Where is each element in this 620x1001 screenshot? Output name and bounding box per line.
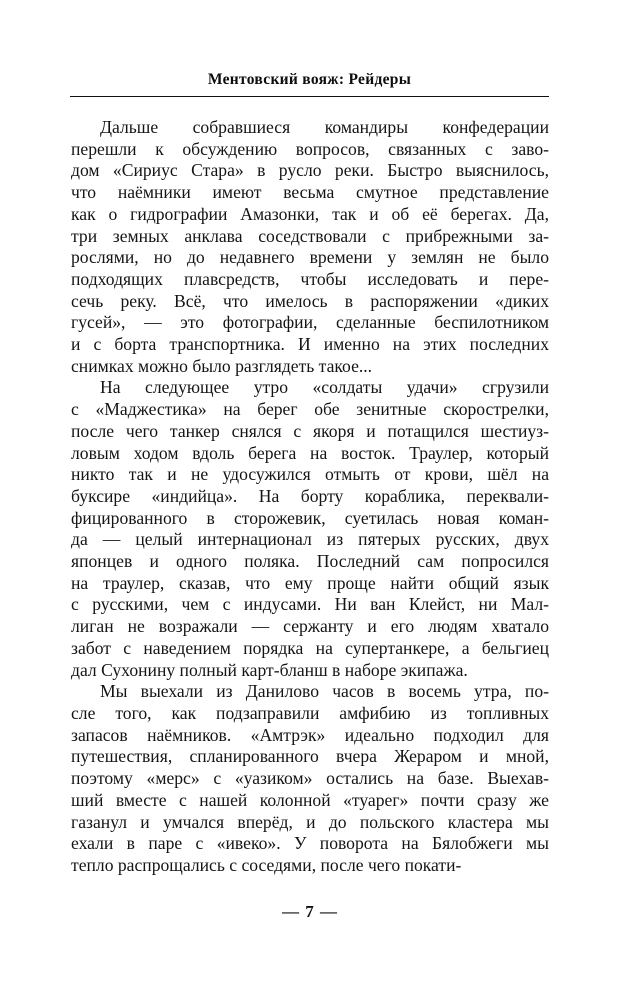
text-line: сечь реку. Всё, что имелось в распоряжении «диких <box>71 290 549 311</box>
text-line: никто так и не удосужился отмыть от крови, шёл на <box>71 464 549 485</box>
text-line: сле того, как подзаправили амфибию из топливных <box>71 702 549 723</box>
text-line: подходящих плавсредств, чтобы исследовать и пере- <box>71 268 549 289</box>
book-title: Ментовский вояж: Рейдеры <box>207 71 412 88</box>
text-line: ший вместе с нашей колонной «туарег» почти сразу же <box>71 789 549 810</box>
text-line: Мы выехали из Данилово часов в восемь утра, по- <box>100 681 549 702</box>
text-line: ловым ходом вдоль берега на восток. Траулер, который <box>71 442 549 463</box>
text-line: путешествия, спланированного вчера Жераром и мной, <box>71 746 549 767</box>
text-line: Дальше собравшиеся командиры конфедерации <box>100 117 549 137</box>
page-number: — 7 — <box>282 902 338 921</box>
text-line: газанул и умчался вперёд, и до польского кластера мы <box>71 811 549 832</box>
text-line: На следующее утро «солдаты удачи» сгрузили <box>100 377 549 398</box>
text-line: и с борта транспортника. И именно на этих последних <box>71 334 549 355</box>
text-line: рослями, но до недавнего времени у землян не было <box>71 247 549 268</box>
page-body <box>71 117 549 877</box>
text-line: дал Сухонину полный карт-бланш в наборе экипажа. <box>71 659 468 680</box>
text-line: японцев и одного поляка. Последний сам попросился <box>71 551 549 572</box>
text-line: как о гидрографии Амазонки, так и об её берегах. Да, <box>71 203 549 224</box>
text-line: гусей», — это фотографии, сделанные беспилотником <box>71 312 549 333</box>
header-rule <box>70 96 549 97</box>
text-line: фицированного в сторожевик, суетилась новая коман- <box>71 507 549 528</box>
text-line: что наёмники имеют весьма смутное представление <box>71 182 549 203</box>
page-footer <box>0 902 620 922</box>
paragraph <box>71 117 549 377</box>
text-line: с «Маджестика» на берег обе зенитные скорострелки, <box>71 399 549 420</box>
paragraph <box>71 377 549 681</box>
text-line: после чего танкер снялся с якоря и потащился шестиуз- <box>71 420 549 441</box>
text-line: снимках можно было разглядеть такое... <box>71 355 373 376</box>
text-line: да — целый интернационал из пятерых русских, двух <box>71 529 549 550</box>
text-line: ехали в паре с «ивеко». У поворота на Бялобжеги мы <box>71 833 549 854</box>
text-line: дом «Сириус Стара» в русло реки. Быстро выяснилось, <box>71 160 549 181</box>
text-line: лиган не возражали — сержанту и его людям хватало <box>71 616 549 637</box>
text-line: с русскими, чем с индусами. Ни ван Клейст, ни Мал- <box>71 594 549 615</box>
text-line: буксире «индийца». На борту кораблика, переквали- <box>71 485 549 506</box>
text-line: на траулер, сказав, что ему проще найти общий язык <box>71 572 549 593</box>
page-header <box>70 71 549 97</box>
text-line: три земных анклава соседствовали с прибрежными за- <box>71 225 549 246</box>
text-line: запасов наёмников. «Амтрэк» идеально подходил для <box>71 724 549 745</box>
text-line: поэтому «мерс» с «уазиком» остались на базе. Выехав- <box>71 768 549 789</box>
text-line: тепло распрощались с соседями, после чего покати- <box>71 854 462 875</box>
text-line: забот с наведением порядка на супертанкере, а бельгиец <box>71 637 549 658</box>
text-line: перешли к обсуждению вопросов, связанных с заво- <box>71 138 549 159</box>
paragraph <box>71 681 549 876</box>
